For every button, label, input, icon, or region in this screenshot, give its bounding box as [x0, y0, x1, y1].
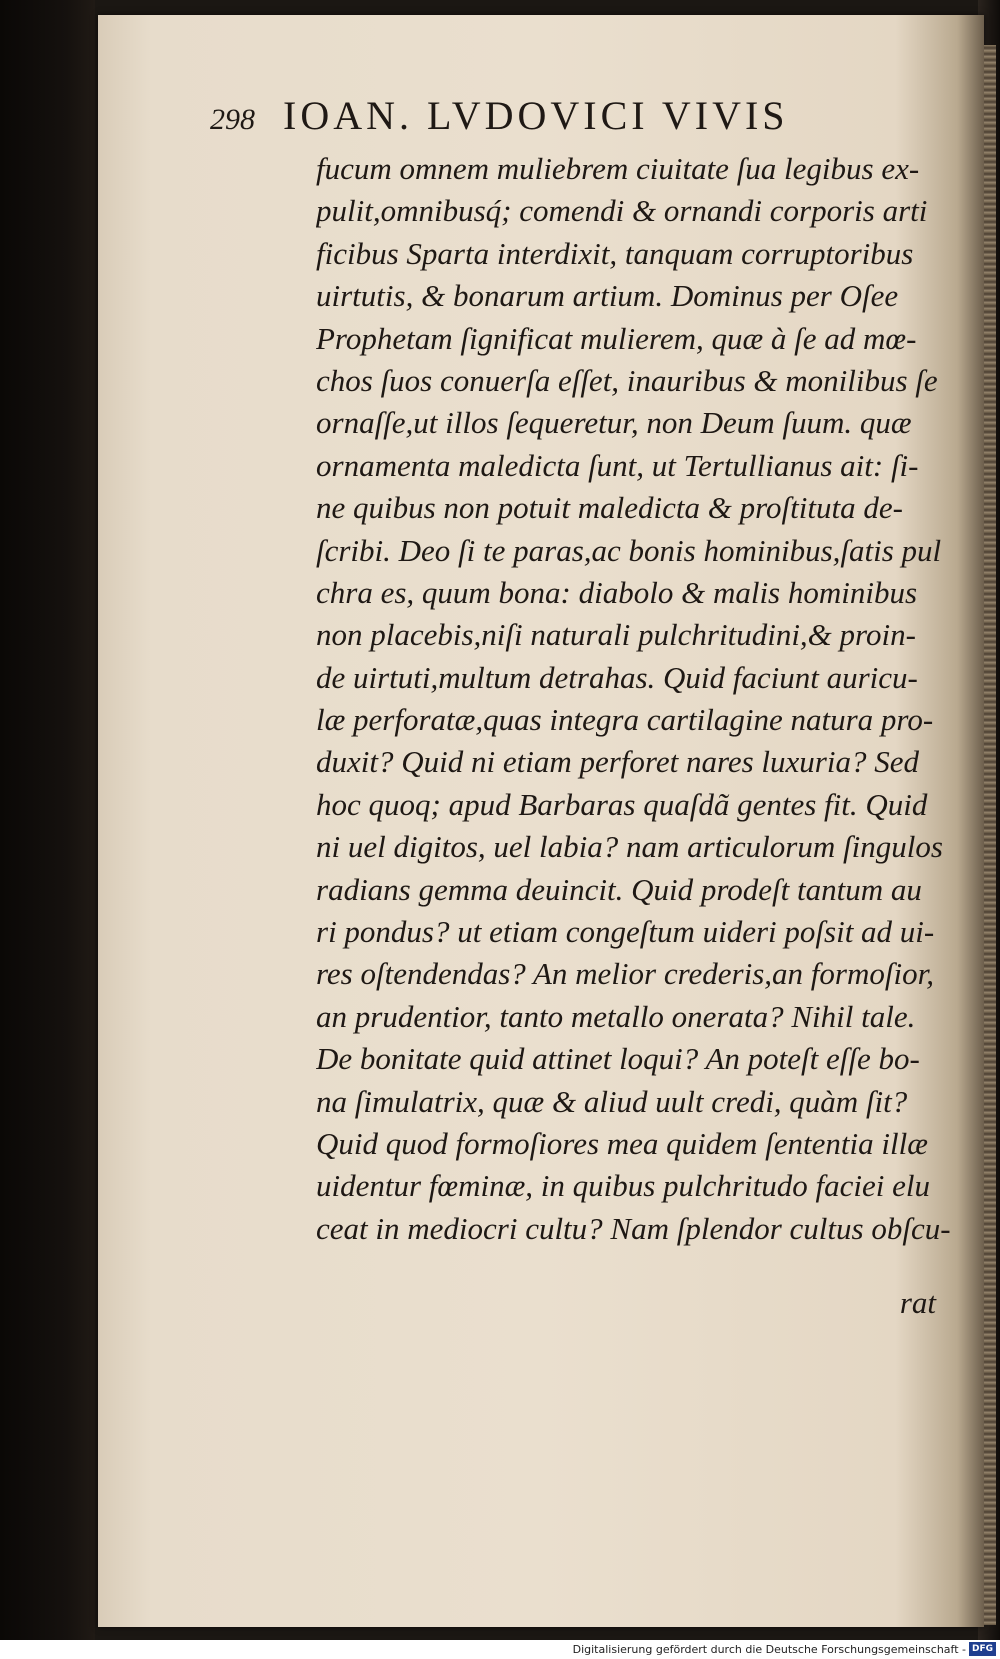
catchword: rat	[899, 1285, 936, 1320]
text-line: radians gemma deuincit. Quid prodeſt tantum au	[316, 871, 922, 907]
dfg-logo: DFG	[969, 1642, 996, 1656]
text-line: ne quibus non potuit maledicta & proſtituta de-	[316, 490, 903, 526]
digitization-credit: Digitalisierung gefördert durch die Deutsche Forschungsgemeinschaft -	[572, 1643, 966, 1656]
text-line: res oſtendendas? An melior crederis,an formoſior,	[316, 956, 934, 992]
text-line: na ſimulatrix, quæ & aliud uult credi, quàm ſit?	[316, 1083, 908, 1119]
text-line: uirtutis, & bonarum artium. Dominus per Oſee	[316, 278, 899, 314]
text-line: ornaſſe,ut illos ſequeretur, non Deum ſuum. quæ	[316, 405, 912, 441]
text-line: ni uel digitos, uel labia? nam articulorum ſingulos	[316, 829, 943, 865]
text-line: pulit,omnibusq́; comendi & ornandi corporis arti	[316, 193, 928, 229]
text-line: ficibus Sparta interdixit, tanquam corruptoribus	[316, 235, 914, 271]
text-line: ceat in mediocri cultu? Nam ſplendor cultus obſcu-	[316, 1210, 951, 1246]
text-line: fucum omnem muliebrem ciuitate ſua legibus ex-	[316, 151, 920, 186]
text-line: ri pondus? ut etiam congeſtum uideri poſsit ad ui-	[316, 914, 935, 950]
text-line: ſcribi. Deo ſi te paras,ac bonis hominibus,ſatis pul	[316, 532, 942, 568]
text-line: ornamenta maledicta ſunt, ut Tertullianus ait: ſi-	[316, 447, 919, 483]
scan-background-left	[0, 0, 95, 1640]
text-line: chra es, quum bona: diabolo & malis hominibus	[316, 574, 918, 610]
text-line: Quid quod formoſiores mea quidem ſententia illæ	[316, 1125, 928, 1161]
text-line: læ perforatæ,quas integra cartilagine natura pro-	[316, 702, 934, 738]
running-head-title: IOAN. LVDOVICI VIVIS	[283, 93, 789, 138]
text-line: an prudentior, tanto metallo onerata? Nihil tale.	[316, 998, 916, 1034]
text-line: hoc quoq; apud Barbaras quaſdã gentes fit. Quid	[316, 786, 928, 822]
text-block	[316, 148, 988, 1250]
text-line: Prophetam ſignificat mulierem, quæ à ſe ad mœ-	[316, 320, 917, 356]
text-line: non placebis,niſi naturali pulchritudini,& proin-	[316, 617, 916, 653]
text-line: de uirtuti,multum detrahas. Quid faciunt auricu-	[316, 659, 918, 695]
text-line: De bonitate quid attinet loqui? An poteſt eſſe bo-	[316, 1041, 920, 1077]
page-number: 298	[210, 103, 255, 136]
text-line: duxit? Quid ni etiam perforet nares luxuria? Sed	[316, 744, 919, 780]
text-line: uidentur fœminæ, in quibus pulchritudo faciei elu	[316, 1168, 930, 1204]
text-line: chos ſuos conuerſa eſſet, inauribus & monilibus ſe	[316, 362, 938, 398]
running-head	[210, 92, 930, 139]
